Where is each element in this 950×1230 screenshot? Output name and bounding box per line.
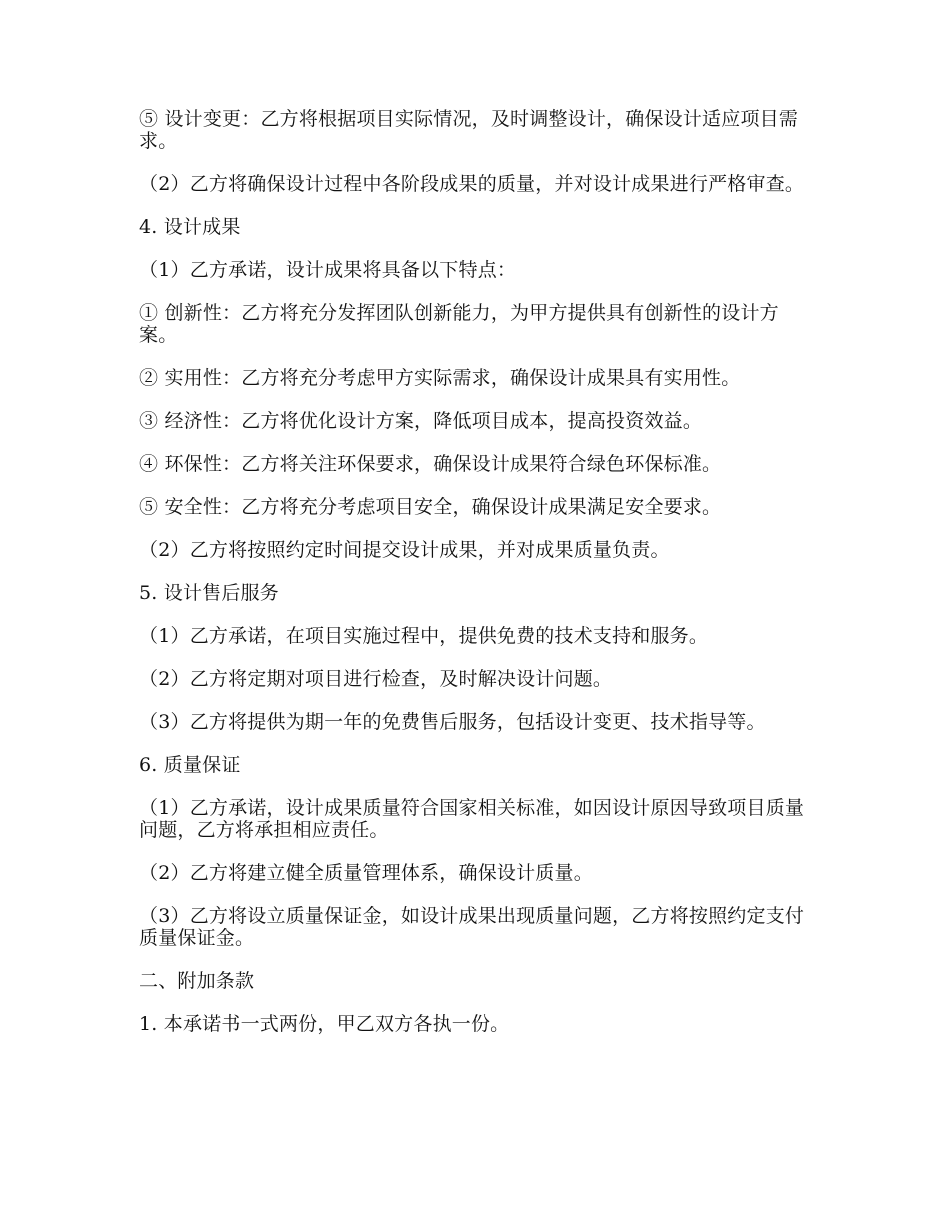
document-body — [139, 108, 809, 1056]
list-item-safety: ⑤ 安全性：乙方将充分考虑项目安全，确保设计成果满足安全要求。 — [139, 496, 722, 518]
paragraph-tech-support: （1）乙方承诺，在项目实施过程中，提供免费的技术支持和服务。 — [139, 625, 709, 647]
paragraph-copies: 1. 本承诺书一式两份，甲乙双方各执一份。 — [139, 1013, 510, 1035]
list-item-economy: ③ 经济性：乙方将优化设计方案，降低项目成本，提高投资效益。 — [139, 410, 703, 432]
section-heading-quality-assurance: 6. 质量保证 — [139, 754, 241, 776]
paragraph-regular-inspection: （2）乙方将定期对项目进行检查，及时解决设计问题。 — [139, 668, 613, 690]
section-heading-after-sales: 5. 设计售后服务 — [139, 582, 279, 604]
list-item-practicality: ② 实用性：乙方将充分考虑甲方实际需求，确保设计成果具有实用性。 — [139, 367, 741, 389]
paragraph-quality-standards: （1）乙方承诺，设计成果质量符合国家相关标准，如因设计原因导致项目质量问题，乙方将承担相应责任。 — [139, 797, 805, 841]
paragraph-quality-deposit: （3）乙方将设立质量保证金，如设计成果出现质量问题，乙方将按照约定支付质量保证金。 — [139, 905, 805, 949]
section-heading-design-results: 4. 设计成果 — [139, 216, 241, 238]
paragraph-after-sales-service: （3）乙方将提供为期一年的免费售后服务，包括设计变更、技术指导等。 — [139, 711, 766, 733]
section-heading-additional-terms: 二、附加条款 — [139, 970, 255, 992]
list-item-innovation: ① 创新性：乙方将充分发挥团队创新能力，为甲方提供具有创新性的设计方案。 — [139, 302, 779, 346]
paragraph-quality-system: （2）乙方将建立健全质量管理体系，确保设计质量。 — [139, 862, 593, 884]
paragraph-quality-review: （2）乙方将确保设计过程中各阶段成果的质量，并对设计成果进行严格审查。 — [139, 173, 805, 195]
paragraph-submit-results: （2）乙方将按照约定时间提交设计成果，并对成果质量负责。 — [139, 539, 670, 561]
paragraph-results-features: （1）乙方承诺，设计成果将具备以下特点： — [139, 259, 517, 281]
list-item-environmental: ④ 环保性：乙方将关注环保要求，确保设计成果符合绿色环保标准。 — [139, 453, 722, 475]
paragraph-design-change: ⑤ 设计变更：乙方将根据项目实际情况，及时调整设计，确保设计适应项目需求。 — [139, 108, 799, 152]
